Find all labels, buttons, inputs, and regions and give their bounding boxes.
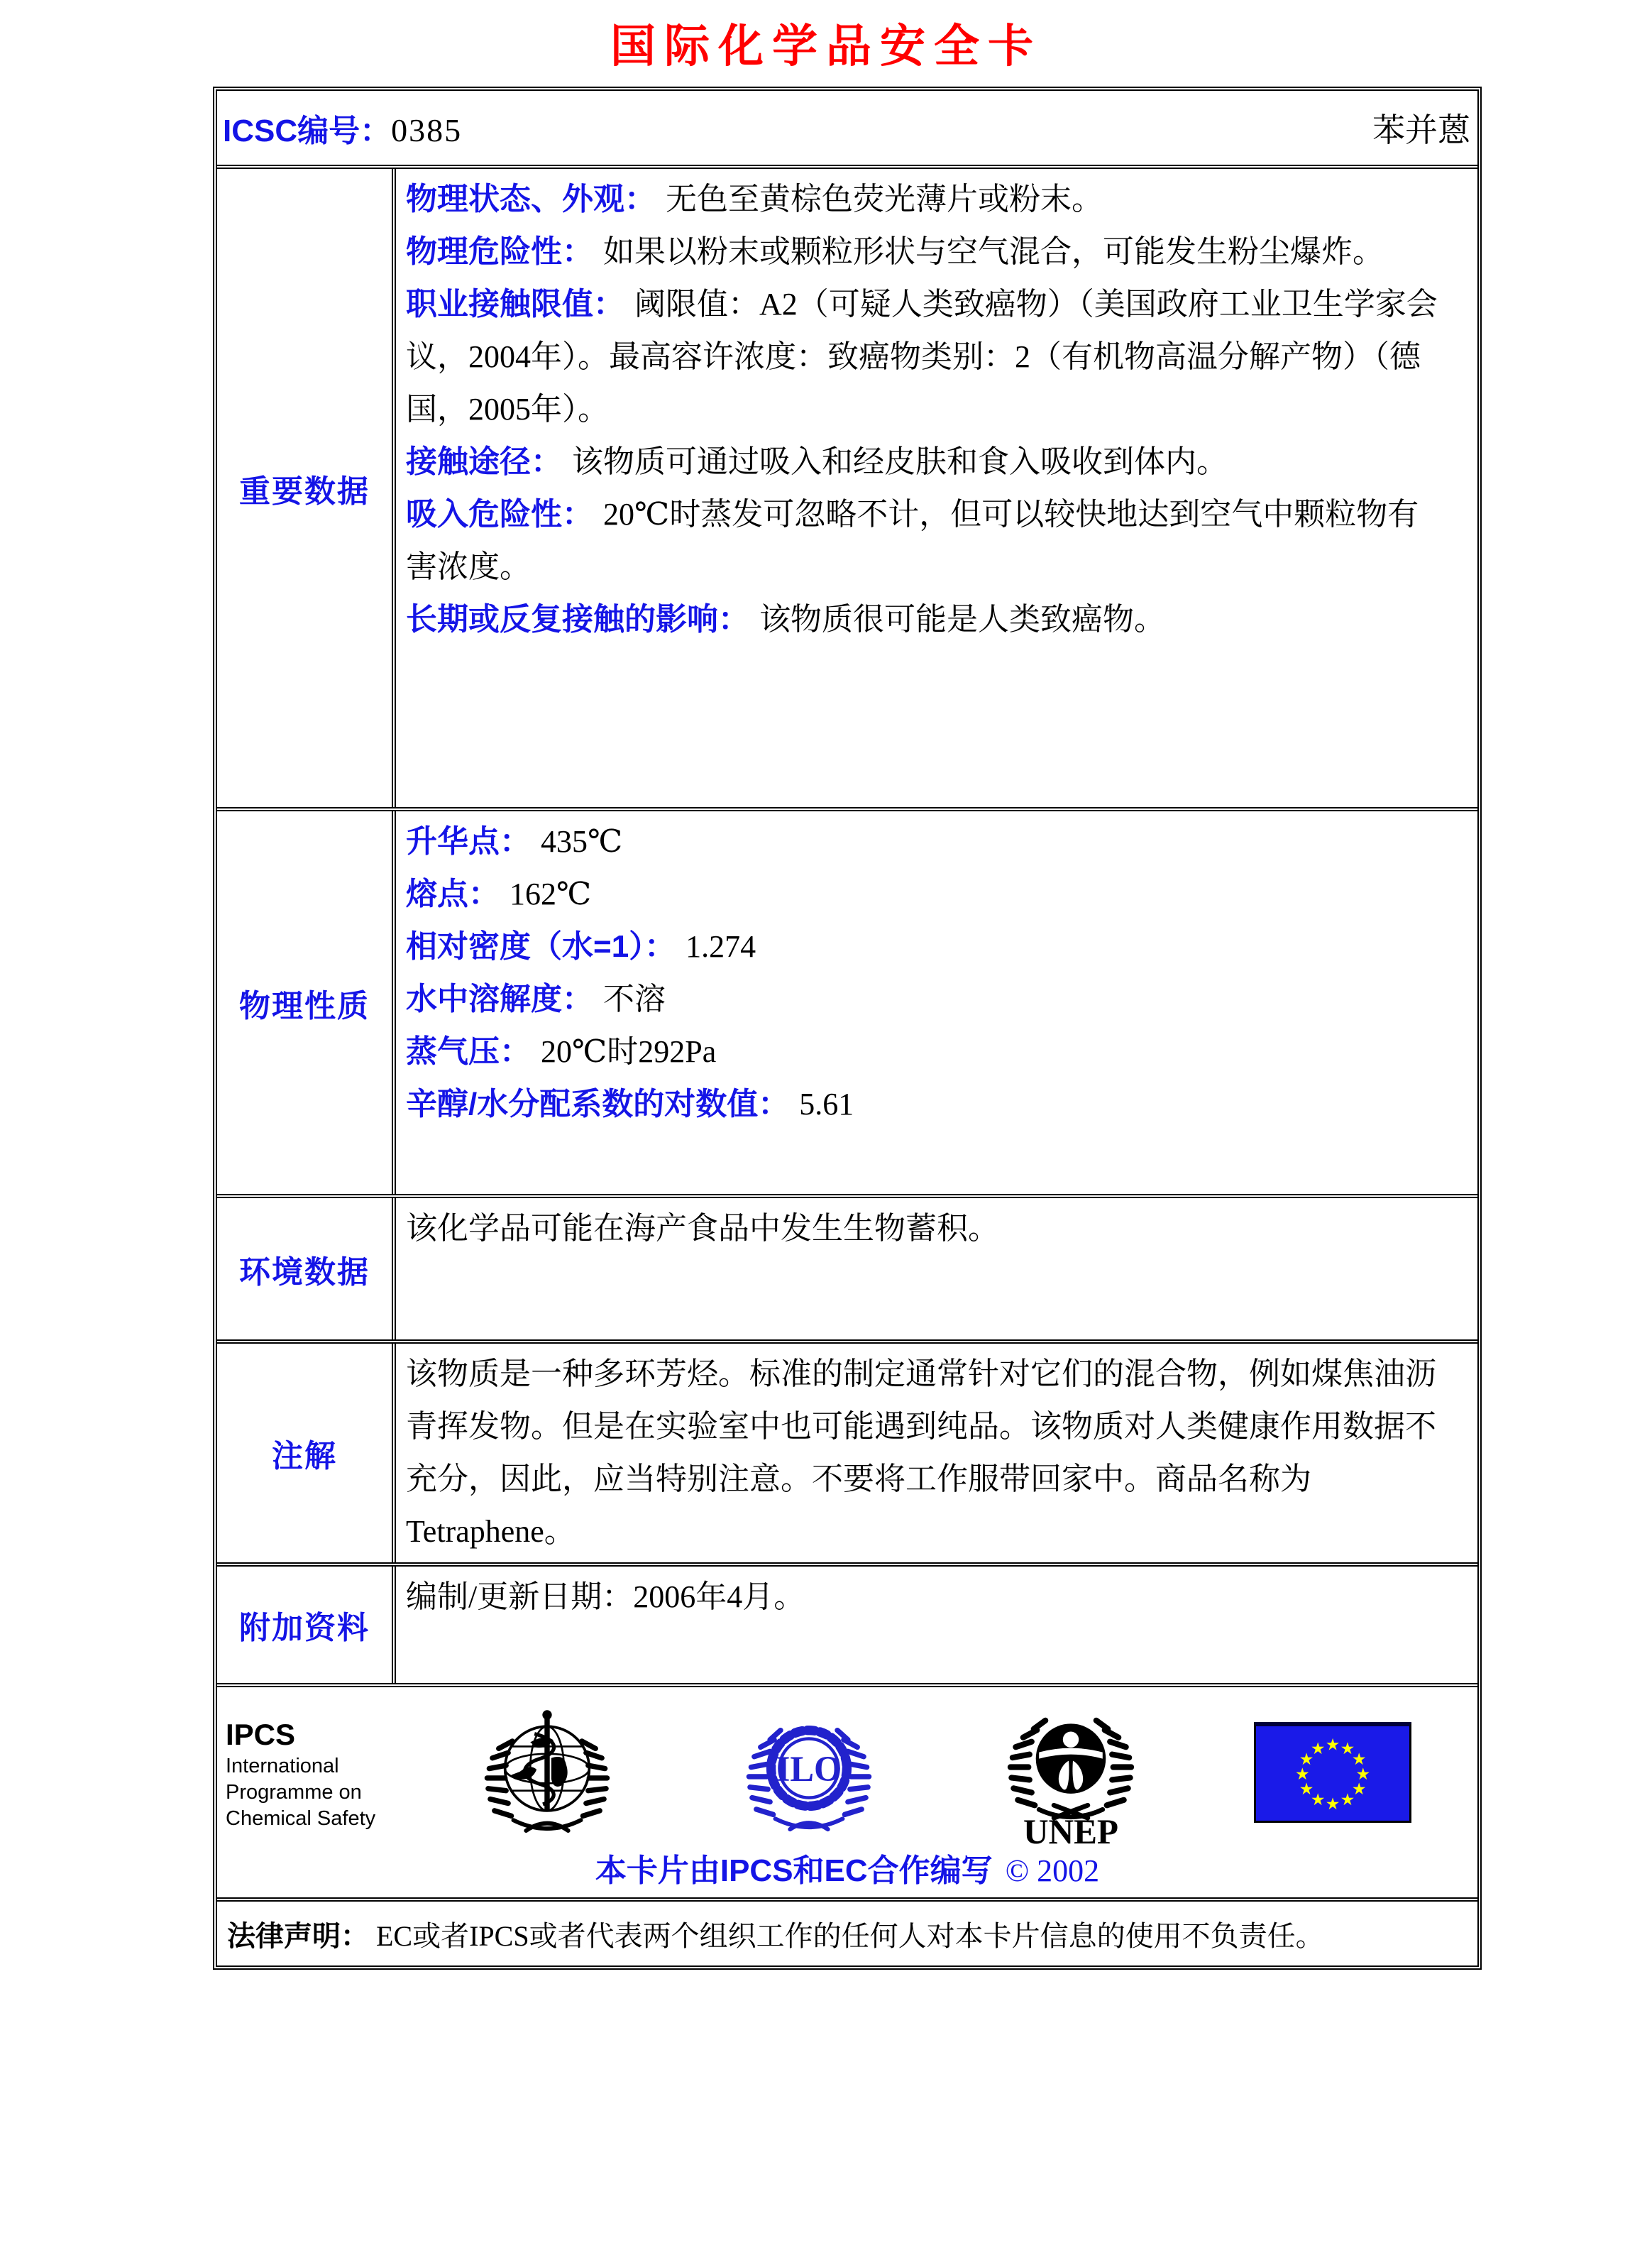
field-value: 该物质是一种多环芳烃。标准的制定通常针对它们的混合物，例如煤焦油沥青挥发物。但是在实验室中也可能遇到纯品。该物质对人类健康作用数据不充分，因此，应当特别注意。不要将工作服带回家中。商品名称为Tetraphene。 — [406, 1356, 1436, 1549]
svg-text:★: ★ — [1351, 1750, 1366, 1769]
footer-caption — [217, 1845, 1477, 1890]
field-label: 物理危险性： — [406, 234, 593, 269]
section-label: 注解 — [217, 1344, 396, 1562]
section-label: 附加资料 — [217, 1567, 396, 1683]
legal-text: EC或者IPCS或者代表两个组织工作的任何人对本卡片信息的使用不负责任。 — [376, 1919, 1324, 1952]
svg-text:★: ★ — [1299, 1750, 1314, 1769]
unep-logo-icon — [1007, 1697, 1135, 1848]
ilo-logo-box — [678, 1703, 940, 1842]
svg-text:★: ★ — [1340, 1739, 1355, 1758]
card-header-row — [217, 91, 1477, 169]
svg-text:★: ★ — [1340, 1791, 1355, 1809]
page-title: 国际化学品安全卡 — [610, 21, 1042, 72]
field-label: 升华点： — [406, 824, 531, 859]
section-row-important-data — [217, 169, 1477, 811]
field-value: 20℃时蒸发可忽略不计，但可以较快地达到空气中颗粒物有害浓度。 — [406, 497, 1419, 584]
ipcs-line: Programme on — [226, 1780, 362, 1804]
svg-text:★: ★ — [1294, 1765, 1309, 1784]
section-content — [396, 169, 1477, 807]
field-value: 435℃ — [541, 824, 623, 859]
section-content — [396, 811, 1477, 1194]
field-value: 阈限值：A2（可疑人类致癌物）（美国政府工业卫生学家会议，2004年）。最高容许浓度：致癌物类别：2（有机物高温分解产物）（德国，2005年）。 — [406, 287, 1438, 427]
ipcs-text-block — [226, 1714, 416, 1832]
footer-logos-row — [217, 1687, 1477, 1902]
data-item — [406, 1202, 1442, 1255]
data-item — [406, 1571, 1442, 1623]
field-label: 相对密度（水=1）： — [406, 929, 676, 964]
icsc-card — [213, 87, 1482, 1970]
data-item — [406, 593, 1442, 646]
field-value: 5.61 — [799, 1087, 854, 1122]
data-item — [406, 173, 1442, 226]
field-label: 物理状态、外观： — [406, 182, 656, 216]
data-item — [406, 278, 1442, 436]
legal-label: 法律声明： — [227, 1920, 369, 1952]
legal-notice-row — [217, 1902, 1477, 1965]
unep-logo-box — [940, 1697, 1201, 1848]
section-content — [396, 1567, 1477, 1683]
data-item — [406, 816, 1442, 868]
icsc-number-value: 0385 — [391, 112, 463, 148]
unep-logo-text: UNEP — [1023, 1812, 1118, 1848]
logos-strip — [226, 1697, 1463, 1848]
svg-text:★: ★ — [1355, 1765, 1370, 1784]
section-label: 环境数据 — [217, 1198, 396, 1339]
field-label: 蒸气压： — [406, 1034, 531, 1069]
section-row-notes — [217, 1344, 1477, 1567]
svg-text:★: ★ — [1351, 1780, 1366, 1798]
data-item — [406, 868, 1442, 921]
field-label: 长期或反复接触的影响： — [406, 602, 749, 637]
section-label: 物理性质 — [217, 811, 396, 1194]
section-label: 重要数据 — [217, 169, 396, 807]
data-item — [406, 1348, 1442, 1558]
ipcs-line: International — [226, 1754, 339, 1777]
field-label: 接触途径： — [406, 444, 562, 479]
field-value: 编制/更新日期：2006年4月。 — [406, 1579, 805, 1614]
data-item — [406, 436, 1442, 488]
field-value: 该物质很可能是人类致癌物。 — [759, 602, 1165, 637]
section-row-additional-info — [217, 1567, 1477, 1687]
field-label: 辛醇/水分配系数的对数值： — [406, 1087, 790, 1122]
svg-text:★: ★ — [1310, 1791, 1325, 1809]
data-item — [406, 1026, 1442, 1078]
field-label: 吸入危险性： — [406, 497, 593, 532]
field-value: 1.274 — [685, 929, 756, 964]
field-value: 162℃ — [510, 877, 592, 911]
data-item — [406, 488, 1442, 593]
unep-logo-wrap — [1007, 1697, 1135, 1848]
icsc-number-label: ICSC编号： — [223, 114, 392, 148]
field-value: 20℃时292Pa — [541, 1034, 717, 1069]
field-value: 该物质可通过吸入和经皮肤和食入吸收到体内。 — [572, 444, 1228, 479]
who-logo-icon — [484, 1700, 610, 1846]
eu-flag-box — [1201, 1722, 1463, 1823]
section-row-physical-properties — [217, 811, 1477, 1198]
ipcs-acronym: IPCS — [226, 1717, 296, 1751]
field-label: 熔点： — [406, 877, 500, 911]
ipcs-line: Chemical Safety — [226, 1806, 376, 1830]
chemical-name: 苯并蒽 — [1372, 112, 1470, 148]
field-value: 无色至黄棕色荧光薄片或粉末。 — [666, 182, 1103, 216]
svg-text:★: ★ — [1299, 1780, 1314, 1798]
field-label: 职业接触限值： — [406, 287, 624, 322]
who-logo-box — [416, 1700, 678, 1846]
section-content — [396, 1198, 1477, 1339]
data-item — [406, 226, 1442, 278]
field-value: 该化学品可能在海产食品中发生生物蓄积。 — [406, 1211, 999, 1246]
field-value: 不溶 — [603, 982, 666, 1016]
data-item — [406, 973, 1442, 1026]
svg-text:ILO: ILO — [776, 1748, 842, 1789]
section-row-environmental-data — [217, 1198, 1477, 1344]
field-label: 水中溶解度： — [406, 982, 593, 1016]
data-item — [406, 921, 1442, 973]
svg-text:★: ★ — [1310, 1739, 1325, 1758]
icsc-number-group — [223, 105, 462, 150]
field-value: 如果以粉末或颗粒形状与空气混合，可能发生粉尘爆炸。 — [603, 234, 1384, 269]
caption-text: 本卡片由IPCS和EC合作编写 — [595, 1853, 993, 1888]
section-content — [396, 1344, 1477, 1562]
data-item — [406, 1078, 1442, 1131]
ilo-logo-icon — [746, 1703, 872, 1842]
eu-flag-icon — [1254, 1722, 1411, 1823]
svg-text:★: ★ — [1325, 1794, 1340, 1813]
caption-copyright: © 2002 — [1005, 1853, 1100, 1888]
svg-text:★: ★ — [1325, 1736, 1340, 1754]
